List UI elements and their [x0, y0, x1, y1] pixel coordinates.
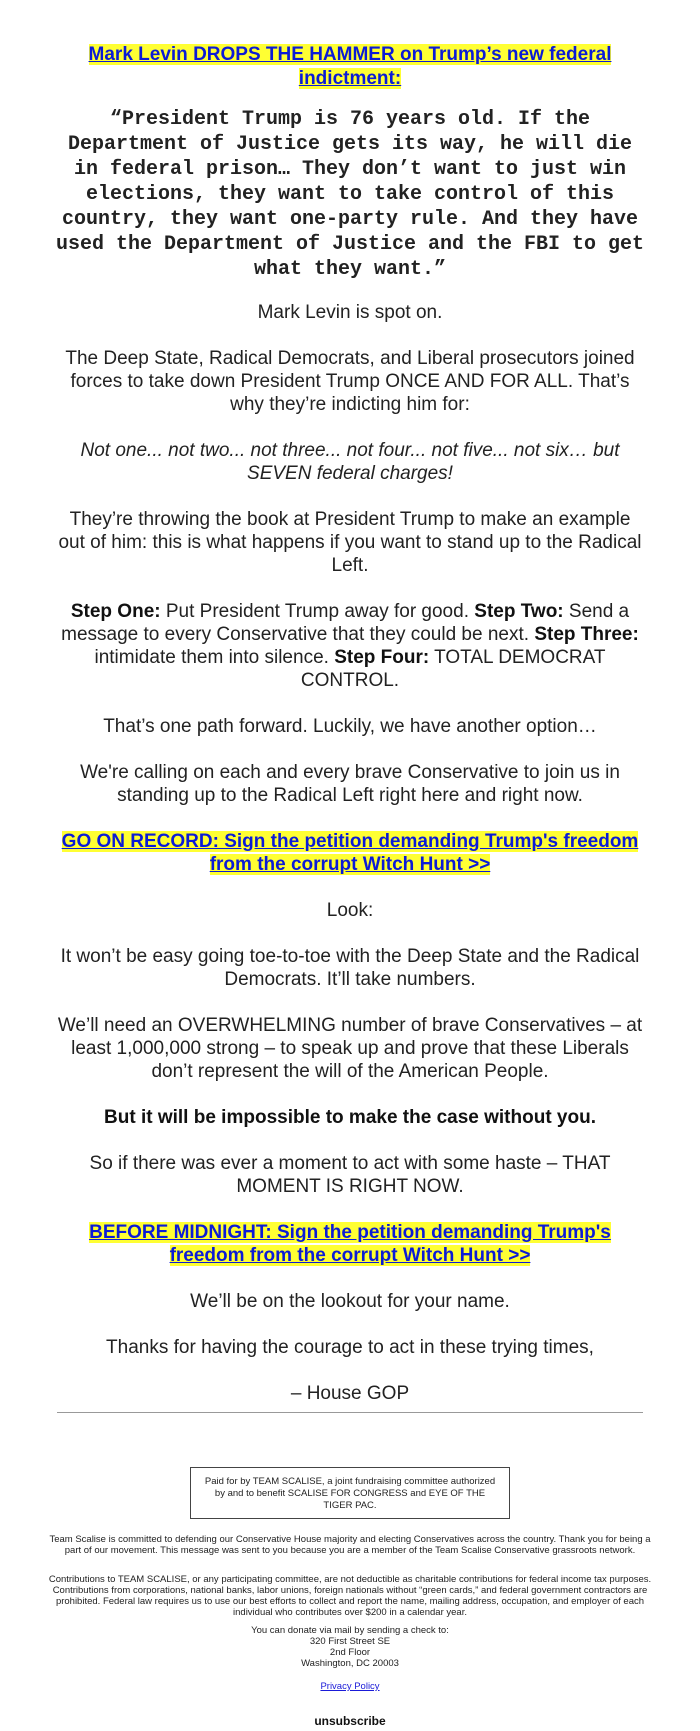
para-not-easy: It won’t be easy going toe-to-toe with the Deep State and the Radical Democrats. It’ll take numbers. [60, 946, 640, 990]
step-four-label: Step Four: [334, 647, 430, 668]
para-thanks: Thanks for having the courage to act in these trying times, [106, 1337, 594, 1358]
cta-go-on-record-wrapper [60, 830, 640, 876]
step-two-label: Step Two: [474, 601, 564, 622]
mail-address-line3: Washington, DC 20003 [301, 1658, 399, 1669]
para-path-forward: That’s one path forward. Luckily, we have another option… [103, 716, 597, 737]
signoff: – House GOP [290, 1383, 410, 1404]
step-two-text: Send a message to every Conservative that they could be next. [61, 601, 630, 645]
para-levin: Mark Levin is spot on. [257, 302, 443, 323]
para-throwing-book: They’re throwing the book at President Trump to make an example out of him: this is what happens if you want to stand up to the Radical Left. [58, 509, 642, 576]
step-three-label: Step Three: [534, 624, 639, 645]
unsubscribe-link[interactable]: unsubscribe [314, 1714, 386, 1728]
para-calling: We're calling on each and every brave Conservative to join us in standing up to the Radical Left right here and right now. [80, 762, 620, 806]
divider [57, 1412, 643, 1413]
cta-before-midnight-link[interactable]: BEFORE MIDNIGHT: Sign the petition demanding Trump's freedom from the corrupt Witch Hunt >> [89, 1222, 611, 1266]
fine-print-contributions: Contributions to TEAM SCALISE, or any participating committee, are not deductible as charitable contributions for federal income tax purposes. Contributions from corporations, national banks, labor unions, foreign nationals without “green cards,” and federal government contractors are prohibited. Federal law requires us to use our best efforts to collect and report the name, mailing address, occupation, and employer of each individual who contributes over $200 in a calendar year. [48, 1574, 652, 1618]
para-impossible [55, 1106, 645, 1129]
cta-go-on-record-link[interactable]: GO ON RECORD: Sign the petition demanding Trump's freedom from the corrupt Witch Hunt >> [61, 831, 639, 875]
headline-link[interactable]: Mark Levin DROPS THE HAMMER on Trump’s new federal indictment: [88, 44, 612, 89]
step-four-text: TOTAL DEMOCRAT CONTROL. [300, 647, 606, 691]
privacy-policy-link[interactable]: Privacy Policy [320, 1681, 380, 1692]
headline-link-wrapper [60, 43, 640, 91]
para-steps [55, 600, 645, 692]
para-charges: Not one... not two... not three... not four... not five... not six… but SEVEN federal charges! [80, 440, 620, 484]
mail-intro: You can donate via mail by sending a check to: [251, 1625, 449, 1636]
para-deep-state: The Deep State, Radical Democrats, and Liberal prosecutors joined forces to take down President Trump ONCE AND FOR ALL. That’s why they’re indicting him for: [65, 348, 635, 415]
step-three-text: intimidate them into silence. [94, 647, 335, 668]
cta-before-midnight-wrapper [60, 1221, 640, 1267]
para-look: Look: [326, 900, 374, 921]
fine-print-committed: Team Scalise is committed to defending our Conservative House majority and electing Conservatives across the country. Thank you for being a part of our movement. This message was sent to you because you are a member of the Team Scalise Conservative grassroots network. [49, 1534, 651, 1556]
para-haste: So if there was ever a moment to act with some haste – THAT MOMENT IS RIGHT NOW. [89, 1153, 611, 1197]
step-one-text: Put President Trump away for good. [160, 601, 475, 622]
mail-address-line1: 320 First Street SE [309, 1636, 391, 1647]
step-one-label: Step One: [70, 601, 161, 622]
paid-for-box: Paid for by TEAM SCALISE, a joint fundraising committee authorized by and to benefit SCALISE FOR CONGRESS and EYE OF THE TIGER PAC. [190, 1467, 510, 1519]
para-need-numbers: We’ll need an OVERWHELMING number of brave Conservatives – at least 1,000,000 strong – to speak up and prove that these Liberals don’t represent the will of the American People. [57, 1015, 643, 1082]
para-impossible-text: But it will be impossible to make the case without you. [104, 1107, 596, 1128]
levin-quote: “President Trump is 76 years old. If the Department of Justice gets its way, he will die in federal prison… They don’t want to just win elections, they want to take control of this country, they want one-party rule. And they have used the Department of Justice and the FBI to get what they want.” [55, 108, 645, 281]
para-lookout: We’ll be on the lookout for your name. [190, 1291, 510, 1312]
mail-address-line2: 2nd Floor [329, 1647, 371, 1658]
